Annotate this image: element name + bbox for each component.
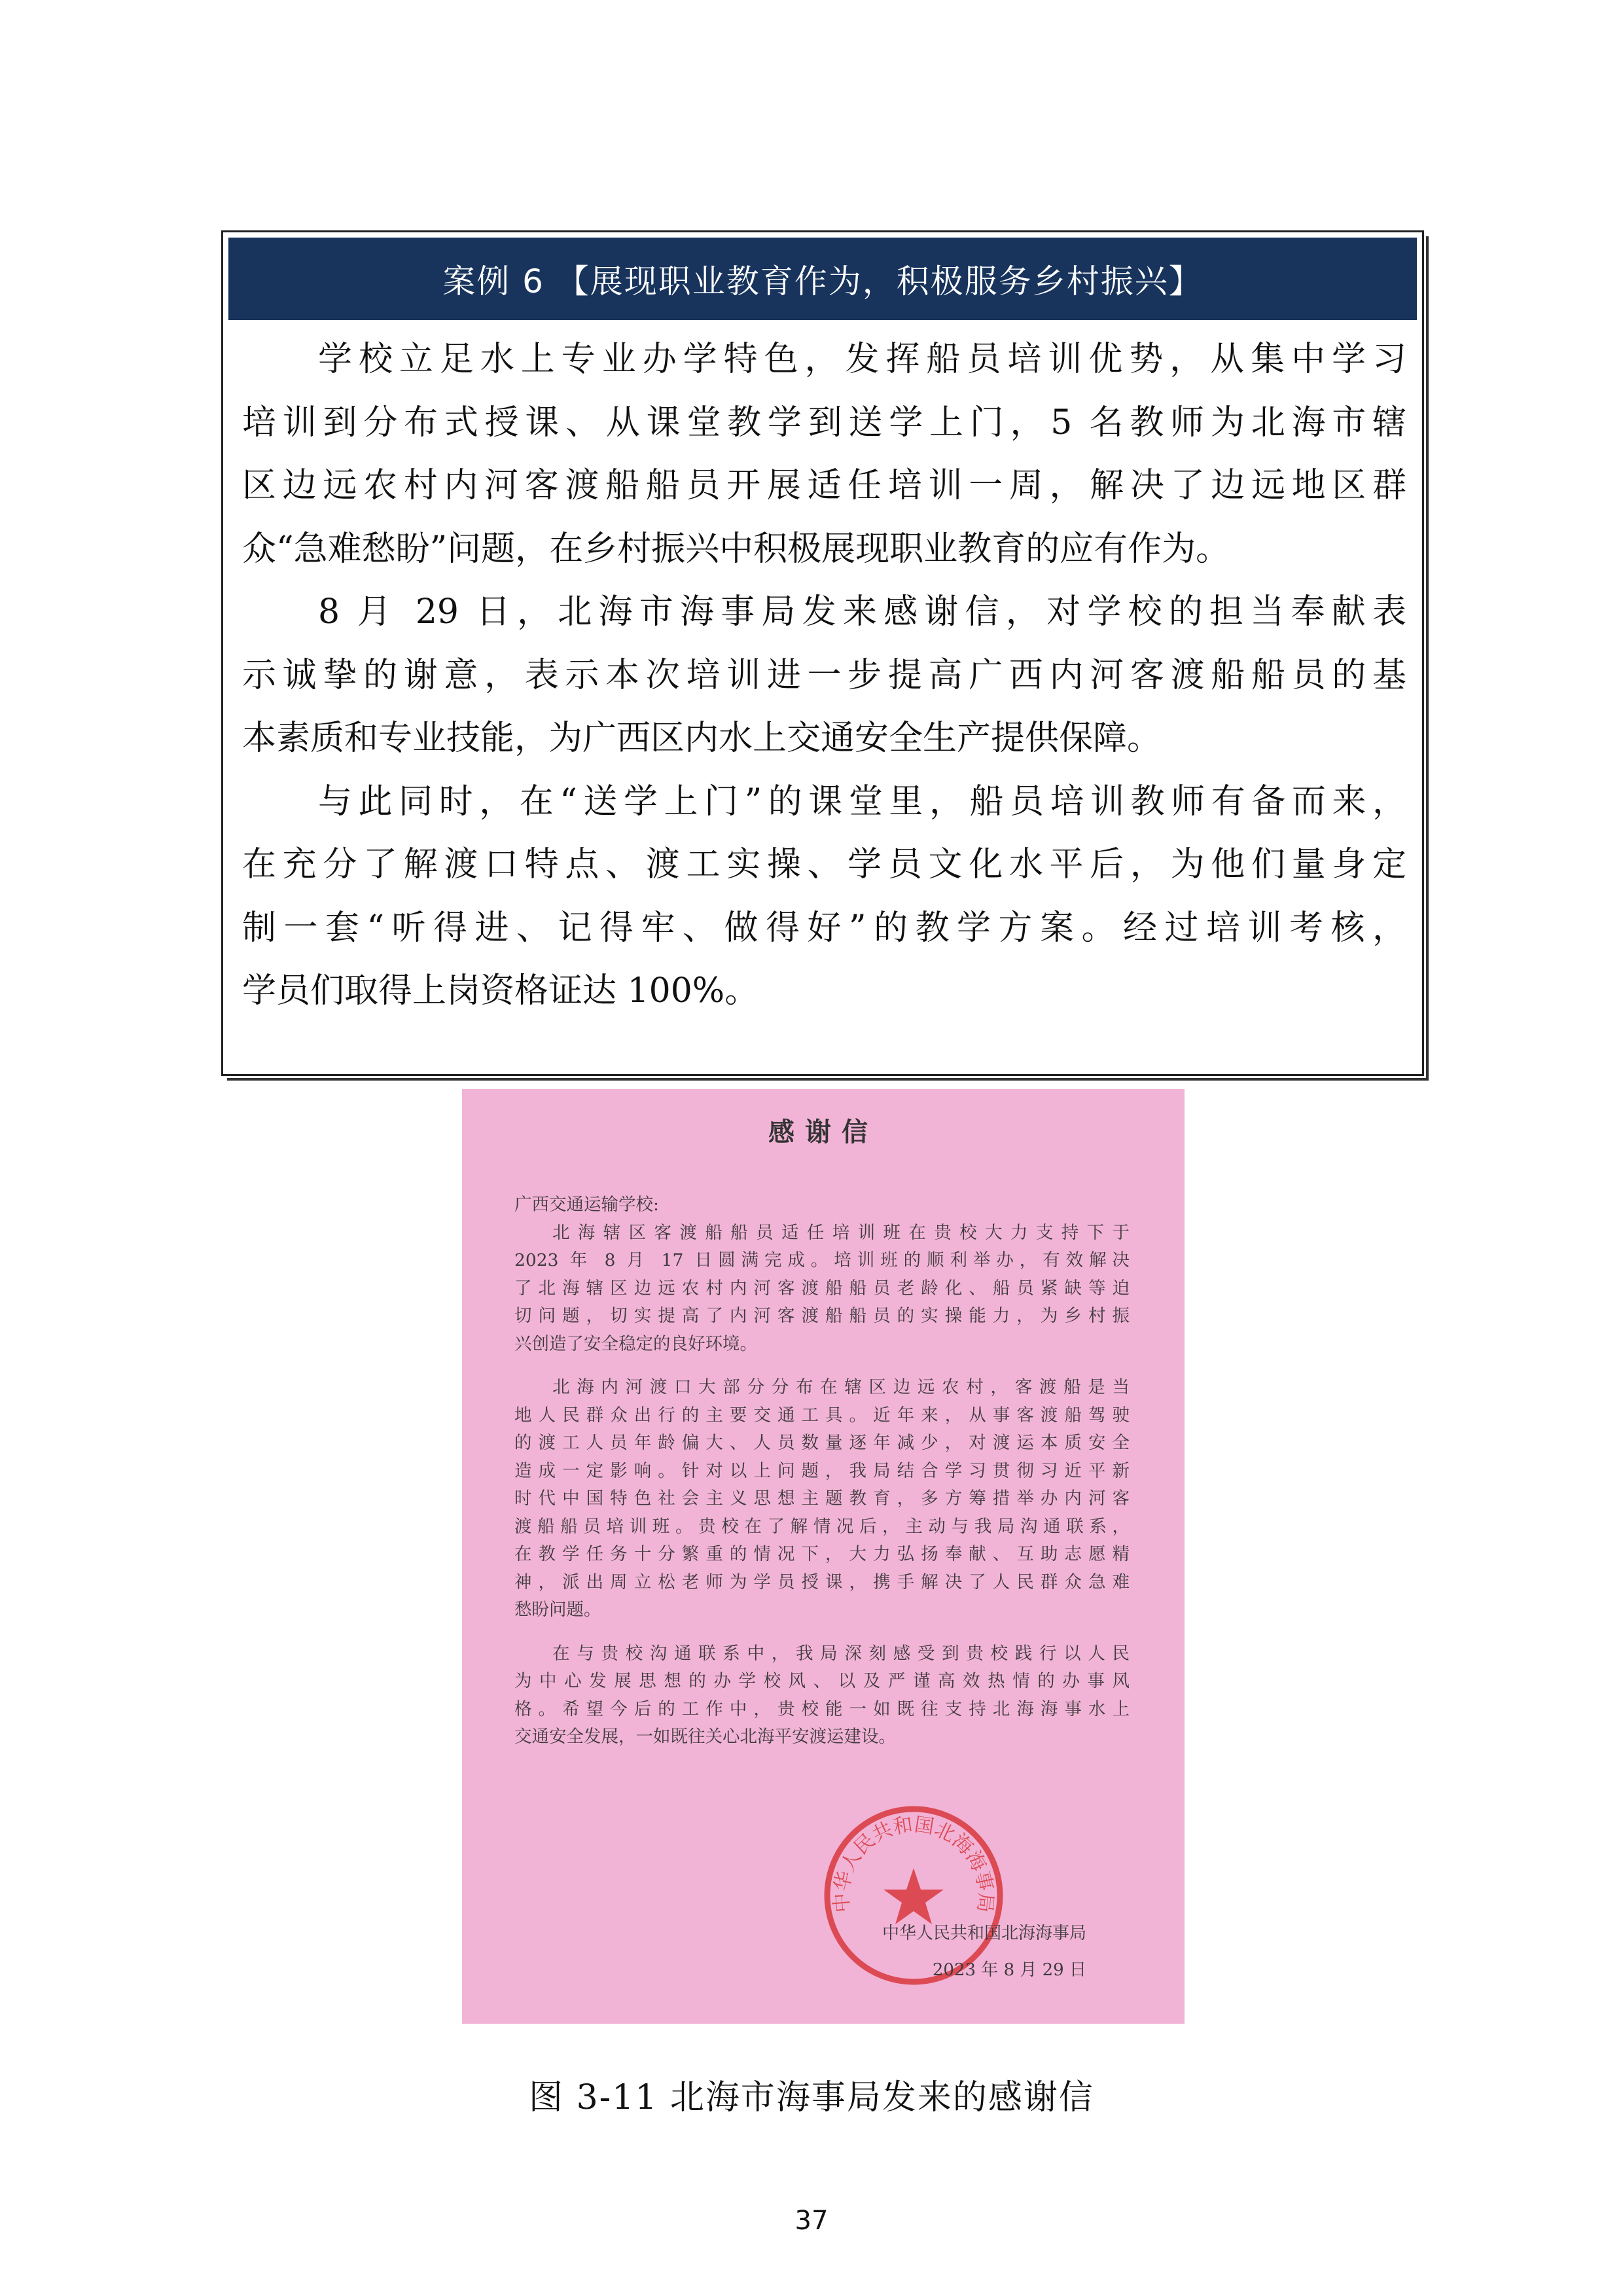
letter-p1-line-1: 北海辖区客渡船船员适任培训班在贵校大力支持下于 [552, 1222, 1130, 1243]
case-p3-line-3: 制一套“听得进、记得牢、做得好”的教学方案。经过培训考核， [242, 908, 1406, 948]
letter-signature-date: 2023 年 8 月 29 日 [932, 1960, 1086, 1980]
letter-p2-line-7: 在教学任务十分繁重的情况下，大力弘扬奉献、互助志愿精 [514, 1544, 1130, 1564]
case-p1-line-2: 培训到分布式授课、从课堂教学到送学上门，5 名教师为北海市辖 [242, 403, 1406, 442]
letter-salutation: 广西交通运输学校: [514, 1194, 659, 1215]
letter-p2-line-6: 渡船船员培训班。贵校在了解情况后，主动与我局沟通联系， [514, 1516, 1130, 1537]
case-title: 案例 6 【展现职业教育作为，积极服务乡村振兴】 [228, 238, 1417, 320]
case-p3-line-4: 学员们取得上岗资格证达 100%。 [242, 971, 759, 1011]
figure-caption: 图 3-11 北海市海事局发来的感谢信 [529, 2078, 1094, 2117]
case-p2-line-2: 示诚挚的谢意，表示本次培训进一步提高广西内河客渡船船员的基 [242, 655, 1406, 695]
letter-p2-line-4: 造成一定影响。针对以上问题，我局结合学习贯彻习近平新 [514, 1460, 1130, 1481]
letter-signature-org: 中华人民共和国北海海事局 [882, 1924, 1086, 1943]
case-box [221, 230, 1424, 1076]
letter-signature [882, 1915, 1086, 1988]
letter-p1-line-2: 2023 年 8 月 17 日圆满完成。培训班的顺利举办，有效解决 [514, 1250, 1130, 1270]
case-p1-line-4: 众“急难愁盼”问题，在乡村振兴中积极展现职业教育的应有作为。 [242, 529, 1230, 569]
letter-p2-line-9: 愁盼问题。 [514, 1600, 601, 1620]
letter-p3-line-3: 格。希望今后的工作中，贵校能一如既往支持北海海事水上 [514, 1698, 1130, 1719]
letter-p2-line-3: 的渡工人员年龄偏大、人员数量逐年减少，对渡运本质安全 [514, 1433, 1130, 1453]
case-p3-line-1: 与此同时，在“送学上门”的课堂里，船员培训教师有备而来， [318, 781, 1406, 821]
letter-p2-line-8: 神，派出周立松老师为学员授课，携手解决了人民群众急难 [514, 1571, 1130, 1592]
case-p1-line-1: 学校立足水上专业办学特色，发挥船员培训优势，从集中学习 [318, 340, 1406, 379]
letter-p1-line-4: 切问题，切实提高了内河客渡船船员的实操能力，为乡村振 [514, 1306, 1130, 1326]
seal-text: 中华人民共和国北海海事局 [830, 1813, 997, 1914]
letter-p3-line-4: 交通安全发展，一如既往关心北海平安渡运建设。 [514, 1727, 896, 1747]
letter-p2-line-5: 时代中国特色社会主义思想主题教育，多方筹措举办内河客 [514, 1488, 1130, 1509]
case-p3-line-2: 在充分了解渡口特点、渡工实操、学员文化水平后，为他们量身定 [242, 845, 1406, 884]
case-body [242, 328, 1406, 1023]
letter-title: 感谢信 [768, 1117, 878, 1147]
letter-p2-line-1: 北海内河渡口大部分分布在辖区边远农村，客渡船是当 [552, 1377, 1130, 1397]
letter-p1-line-3: 了北海辖区边远农村内河客渡船船员老龄化、船员紧缺等迫 [514, 1278, 1130, 1299]
thank-you-letter-image [462, 1089, 1185, 2024]
letter-p3-line-2: 为中心发展思想的办学校风、以及严谨高效热情的办事风 [514, 1671, 1130, 1691]
letter-body [514, 1191, 1130, 1751]
page-number: 37 [794, 2206, 829, 2236]
letter-p1-line-5: 兴创造了安全稳定的良好环境。 [514, 1333, 757, 1354]
case-p2-line-1: 8 月 29 日，北海市海事局发来感谢信，对学校的担当奉献表 [318, 592, 1406, 632]
case-p1-line-3: 区边远农村内河客渡船船员开展适任培训一周，解决了边远地区群 [242, 466, 1406, 505]
letter-p3-line-1: 在与贵校沟通联系中，我局深刻感受到贵校践行以人民 [552, 1643, 1130, 1664]
letter-p2-line-2: 地人民群众出行的主要交通工具。近年来，从事客渡船驾驶 [514, 1405, 1130, 1426]
case-p2-line-3: 本素质和专业技能，为广西区内水上交通安全生产提供保障。 [242, 719, 1162, 758]
